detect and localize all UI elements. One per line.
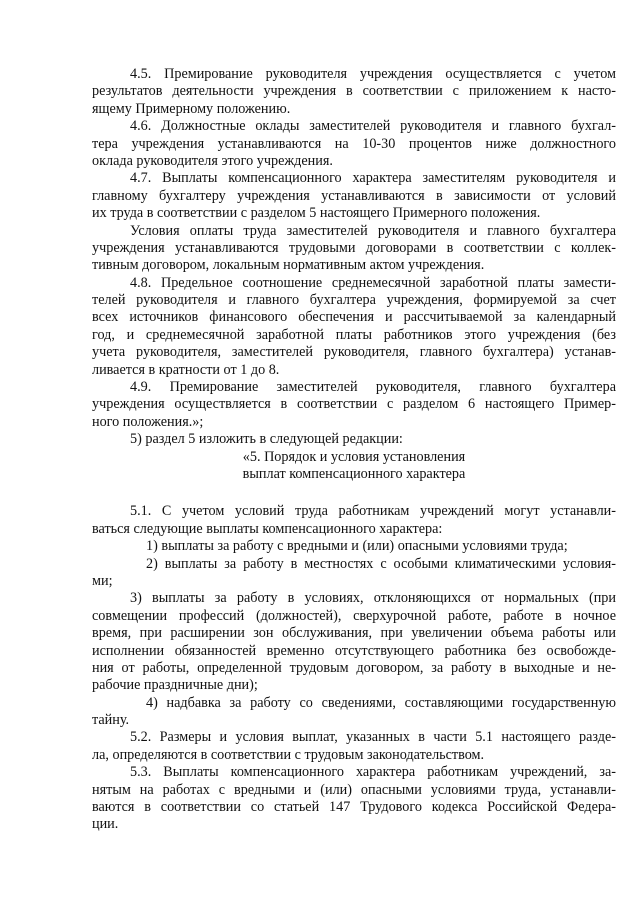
text-line: ваются в соответствии со статьей 147 Трудового кодекса Российской Федера- — [92, 799, 616, 816]
text-line: рабочие праздничные дни); — [92, 677, 258, 694]
text-line: результатов деятельности учреждения в соответствии с приложением к насто- — [92, 83, 616, 100]
text-line: нятым на работах с вредными и (или) опасными условиями труда, устанавли- — [92, 781, 616, 798]
text-line: ции. — [92, 816, 119, 833]
section-heading-line: «5. Порядок и условия установления — [242, 448, 466, 465]
text-line: время, при расширении зон обслуживания, при увеличении объема работы или — [92, 625, 616, 642]
document-body — [92, 66, 616, 834]
text-line: 4.8. Предельное соотношение среднемесячной заработной платы замести- — [130, 274, 616, 291]
text-line: ми; — [92, 572, 113, 589]
text-line: 4.7. Выплаты компенсационного характера заместителям руководителя и — [130, 170, 616, 187]
text-line: 4.9. Премирование заместителей руководителя, главного бухгалтера — [130, 379, 616, 396]
text-line: их труда в соответствии с разделом 5 настоящего Примерного положения. — [92, 205, 541, 222]
text-line: 4) надбавка за работу со сведениями, составляющими государственную — [146, 694, 616, 711]
text-line: год, и среднемесячной заработной платы работников этого учреждения (без — [92, 326, 616, 343]
text-line: ваться следующие выплаты компенсационного характера: — [92, 520, 443, 537]
text-line: тера учреждения устанавливаются на 10-30 процентов ниже должностного — [92, 135, 616, 152]
text-line: ного положения.»; — [92, 413, 204, 430]
text-line: 4.5. Премирование руководителя учреждения осуществляется с учетом — [130, 66, 616, 82]
text-line: тивным договором, локальным нормативным актом учреждения. — [92, 257, 485, 274]
text-line: 3) выплаты за работу в условиях, отклоняющихся от нормальных (при — [130, 590, 616, 607]
text-line: исполнении обязанностей временно отсутствующего работника без освобожде- — [92, 642, 616, 659]
section-heading-line: выплат компенсационного характера — [242, 465, 466, 482]
text-line: ливается в кратности от 1 до 8. — [92, 361, 280, 378]
text-line: ящему Примерному положению. — [92, 100, 291, 117]
text-line: учреждения устанавливаются трудовыми договорами в соответствии с коллек- — [92, 239, 616, 256]
text-line: ла, определяются в соответствии с трудовым законодательством. — [92, 746, 485, 763]
text-line: учета руководителя, заместителей руководителя, главного бухгалтера) устанав- — [92, 344, 616, 361]
text-line: 1) выплаты за работу с вредными и (или) опасными условиями труда; — [146, 538, 568, 555]
text-line: 4.6. Должностные оклады заместителей руководителя и главного бухгал- — [130, 118, 616, 135]
text-line: Условия оплаты труда заместителей руководителя и главного бухгалтера — [130, 222, 616, 239]
text-line: 5.1. С учетом условий труда работникам учреждений могут устанавли- — [130, 503, 616, 520]
text-line: 5.2. Размеры и условия выплат, указанных в части 5.1 настоящего разде- — [130, 729, 616, 746]
text-line: тайну. — [92, 712, 130, 729]
paragraph-gap — [92, 483, 616, 503]
text-line: оклада руководителя этого учреждения. — [92, 152, 333, 169]
text-line: телей руководителя и главного бухгалтера учреждения, формируемой за счет — [92, 292, 616, 309]
text-line: 2) выплаты за работу в местностях с особыми климатическими условия- — [146, 555, 616, 572]
text-line: всех источников финансового обеспечения и рассчитываемой за календарный — [92, 309, 616, 326]
text-line: 5.3. Выплаты компенсационного характера работникам учреждений, за- — [130, 764, 616, 781]
text-line: 5) раздел 5 изложить в следующей редакции: — [130, 431, 403, 448]
text-line: ния от работы, определенной трудовым договором, за работу в выходные и не- — [92, 659, 616, 676]
text-line: совмещении профессий (должностей), сверхурочной работе, работе в ночное — [92, 607, 616, 624]
text-line: главному бухгалтеру учреждения устанавливаются в зависимости от условий — [92, 187, 616, 204]
text-line: учреждения осуществляется в соответствии с разделом 6 настоящего Пример- — [92, 396, 616, 413]
